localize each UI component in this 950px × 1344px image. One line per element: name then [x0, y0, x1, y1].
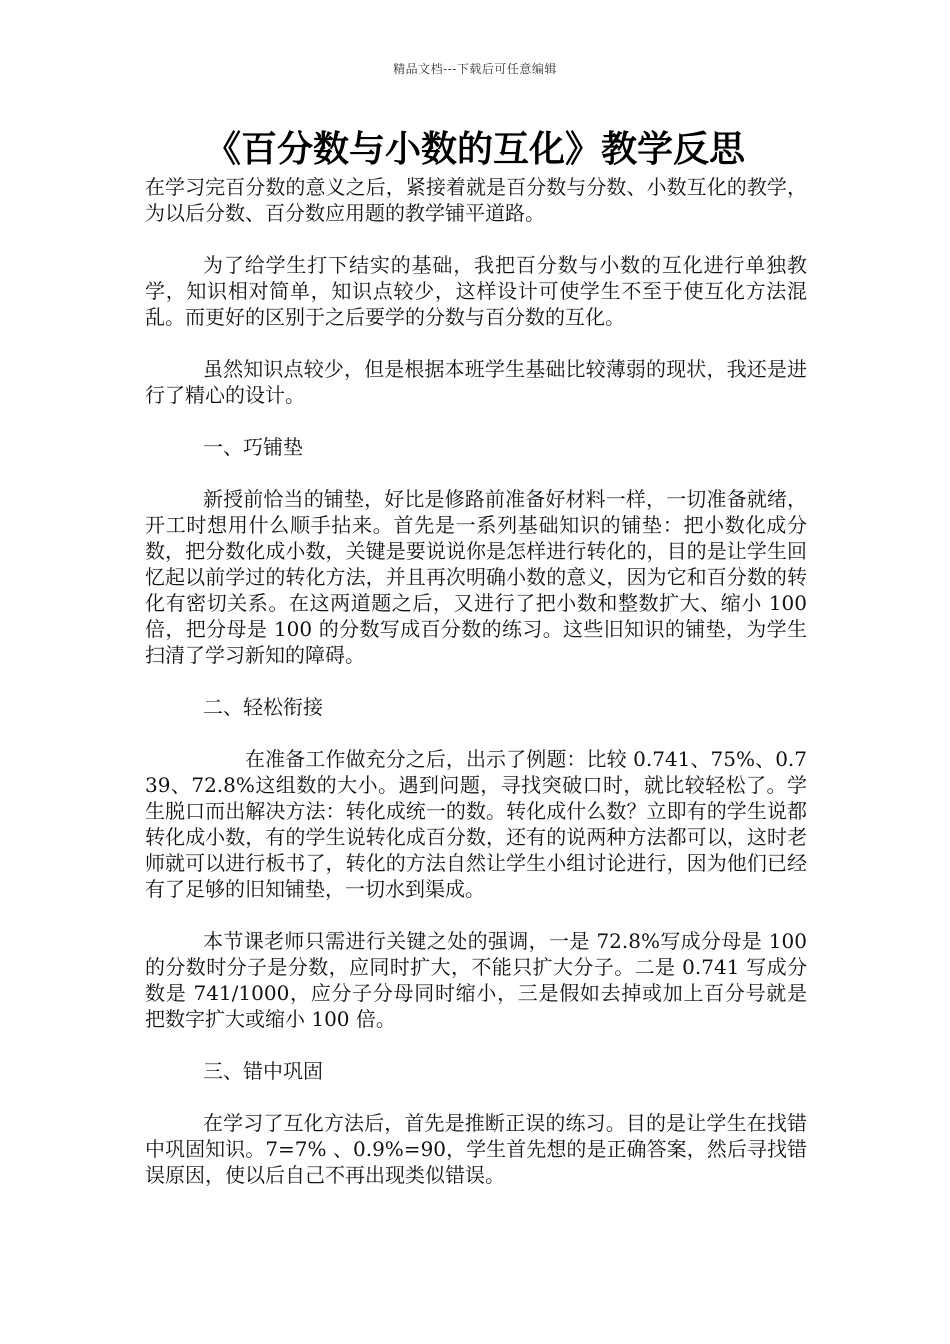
section-heading: 二、轻松衔接 — [203, 695, 323, 719]
document-title: 《百分数与小数的互化》教学反思 — [204, 128, 745, 170]
paragraph: 本节课老师只需进行关键之处的强调，一是 72.8%写成分母是 100 的分数时分子是分数，应同时扩大，不能只扩大分子。二是 0.741 写成分数是 741/1000，应分子分母同时缩小，三是假如去掉或加上百分号就是把数字扩大或缩小 100 倍。 — [145, 929, 807, 1031]
paragraph: 在学习了互化方法后，首先是推断正误的练习。目的是让学生在找错中巩固知识。7=7% 、0.9%=90，学生首先想的是正确答案，然后寻找错误原因，使以后自己不再出现类似错误。 — [145, 1111, 807, 1187]
paragraph: 为了给学生打下结实的基础，我把百分数与小数的互化进行单独教学，知识相对简单，知识点较少，这样设计可使学生不至于使互化方法混乱。而更好的区别于之后要学的分数与百分数的互化。 — [145, 253, 807, 329]
paragraph: 在准备工作做充分之后，出示了例题：比较 0.741、75%、0.739、72.8%这组数的大小。遇到问题，寻找突破口时，就比较轻松了。学生脱口而出解决方法：转化成统一的数。转化成什么数？立即有的学生说都转化成小数，有的学生说转化成百分数，还有的说两种方法都可以，这时老师就可以进行板书了，转化的方法自然让学生小组讨论进行，因为他们已经有了足够的旧知铺垫，一切水到渠成。 — [145, 747, 807, 901]
paragraph-intro: 在学习完百分数的意义之后，紧接着就是百分数与分数、小数互化的教学，为以后分数、百分数应用题的教学铺平道路。 — [145, 175, 807, 225]
paragraph: 虽然知识点较少，但是根据本班学生基础比较薄弱的现状，我还是进行了精心的设计。 — [145, 357, 807, 407]
paragraph: 新授前恰当的铺垫，好比是修路前准备好材料一样，一切准备就绪，开工时想用什么顺手拈来。首先是一系列基础知识的铺垫：把小数化成分数，把分数化成小数，关键是要说说你是怎样进行转化的，目的是让学生回忆起以前学过的转化方法，并且再次明确小数的意义，因为它和百分数的转化有密切关系。在这两道题之后，又进行了把小数和整数扩大、缩小 100 倍，把分母是 100 的分数写成百分数的练习。这些旧知识的铺垫，为学生扫清了学习新知的障碍。 — [145, 487, 807, 667]
header-note: 精品文档---下载后可任意编辑 — [393, 62, 557, 76]
section-heading: 三、错中巩固 — [203, 1059, 323, 1083]
section-heading: 一、巧铺垫 — [203, 435, 303, 459]
document-body — [145, 174, 807, 1214]
